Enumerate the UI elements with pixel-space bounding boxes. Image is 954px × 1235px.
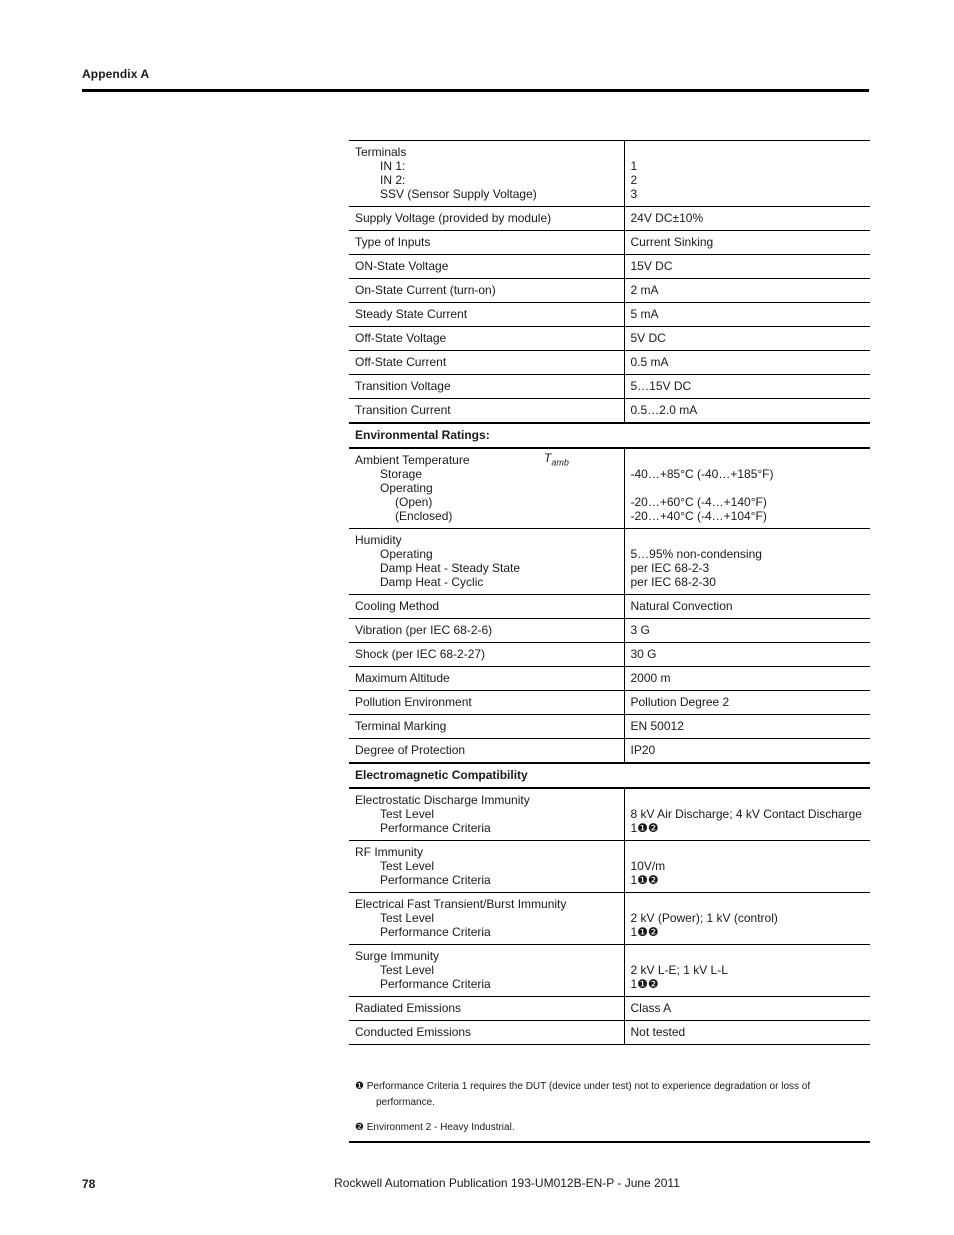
left-cell-line: Off-State Voltage — [355, 331, 447, 345]
right-cell-line: IP20 — [630, 743, 656, 757]
left-cell-line: Performance Criteria — [380, 873, 491, 887]
left-cell-line: Cooling Method — [355, 599, 440, 613]
spec-row — [349, 231, 870, 255]
left-cell-line: RF Immunity — [355, 845, 424, 859]
spec-row — [349, 841, 870, 893]
tamb-symbol-main: T — [544, 451, 552, 465]
section-title: Environmental Ratings: — [349, 423, 870, 448]
left-cell-line: Damp Heat - Cyclic — [380, 575, 484, 589]
left-cell-line: IN 2: — [380, 173, 406, 187]
right-cell-line: 1❶❷ — [630, 977, 659, 991]
spec-value-cell — [624, 303, 870, 327]
spec-value-cell — [624, 375, 870, 399]
spec-value-cell — [624, 448, 870, 529]
spec-value-cell — [624, 739, 870, 764]
spec-row — [349, 279, 870, 303]
spec-value-cell — [624, 255, 870, 279]
spec-parameter-cell — [349, 667, 624, 691]
right-cell-line: 0.5…2.0 mA — [630, 403, 698, 417]
right-cell-line: 5…15V DC — [630, 379, 692, 393]
spec-parameter-cell — [349, 351, 624, 375]
left-cell-line: (Enclosed) — [395, 509, 453, 523]
left-cell-line: Performance Criteria — [380, 925, 491, 939]
spec-parameter-cell — [349, 529, 624, 595]
spec-row — [349, 448, 870, 529]
right-cell-line — [631, 949, 865, 963]
right-cell-line: 5 mA — [630, 307, 659, 321]
spec-value-cell — [624, 841, 870, 893]
spec-row — [349, 945, 870, 997]
left-cell-line: Ambient Temperature — [355, 453, 470, 467]
footnote-marker-1: ❶ — [355, 1081, 364, 1092]
spec-row — [349, 667, 870, 691]
spec-value-cell — [624, 1021, 870, 1045]
left-cell-line: Pollution Environment — [355, 695, 472, 709]
spec-value-cell — [624, 279, 870, 303]
right-cell-line: 2 kV L-E; 1 kV L-L — [630, 963, 728, 977]
left-cell-line: Degree of Protection — [355, 743, 466, 757]
spec-parameter-cell — [349, 997, 624, 1021]
spec-value-cell — [624, 351, 870, 375]
section-header-row — [349, 763, 870, 788]
left-cell-line: Surge Immunity — [355, 949, 440, 963]
spec-parameter-cell — [349, 595, 624, 619]
appendix-label: Appendix A — [82, 67, 150, 81]
left-cell-line: Test Level — [380, 859, 435, 873]
spec-value-cell — [624, 327, 870, 351]
spec-row — [349, 375, 870, 399]
spec-row — [349, 619, 870, 643]
right-cell-line: EN 50012 — [630, 719, 684, 733]
left-cell-line: Terminal Marking — [355, 719, 447, 733]
right-cell-line: 2 kV (Power); 1 kV (control) — [630, 911, 778, 925]
right-cell-line — [631, 533, 865, 547]
spec-parameter-cell — [349, 715, 624, 739]
spec-value-cell — [624, 595, 870, 619]
right-cell-line: Current Sinking — [630, 235, 714, 249]
footnote-text-1: Performance Criteria 1 requires the DUT (device under test) not to experience degradation or loss of — [366, 1081, 811, 1092]
left-cell-line: Electrical Fast Transient/Burst Immunity — [355, 897, 567, 911]
right-cell-line: 2 — [630, 173, 638, 187]
tamb-symbol — [544, 451, 569, 469]
right-cell-line: per IEC 68-2-30 — [630, 575, 716, 589]
left-cell-line: Type of Inputs — [355, 235, 431, 249]
spec-parameter-cell — [349, 643, 624, 667]
right-cell-line — [631, 481, 865, 495]
left-cell-line: Steady State Current — [355, 307, 468, 321]
right-cell-line: 1❶❷ — [630, 873, 659, 887]
left-cell-line: Operating — [380, 547, 433, 561]
spec-value-cell — [624, 691, 870, 715]
specifications-table — [349, 140, 870, 1045]
spec-value-cell — [624, 207, 870, 231]
spec-row — [349, 893, 870, 945]
right-cell-line: -20…+60°C (-4…+140°F) — [630, 495, 767, 509]
section-header-row — [349, 423, 870, 448]
spec-row — [349, 595, 870, 619]
spec-row — [349, 788, 870, 841]
spec-row — [349, 303, 870, 327]
right-cell-line: -40…+85°C (-40…+185°F) — [630, 467, 774, 481]
left-cell-line: Shock (per IEC 68-2-27) — [355, 647, 486, 661]
left-cell-line: Radiated Emissions — [355, 1001, 462, 1015]
right-cell-line — [631, 145, 865, 159]
right-cell-line: 0.5 mA — [630, 355, 669, 369]
spec-parameter-cell — [349, 327, 624, 351]
footnote-text-2: Environment 2 - Heavy Industrial. — [366, 1122, 515, 1133]
spec-parameter-cell — [349, 893, 624, 945]
spec-row — [349, 691, 870, 715]
spec-row — [349, 739, 870, 764]
spec-row — [349, 643, 870, 667]
right-cell-line: 15V DC — [630, 259, 673, 273]
left-cell-line: SSV (Sensor Supply Voltage) — [380, 187, 537, 201]
spec-parameter-cell — [349, 255, 624, 279]
spec-parameter-cell — [349, 399, 624, 424]
spec-value-cell — [624, 997, 870, 1021]
right-cell-line: 30 G — [630, 647, 657, 661]
footnote-marker-2: ❷ — [355, 1122, 364, 1133]
left-cell-line: IN 1: — [380, 159, 406, 173]
spec-row — [349, 207, 870, 231]
spec-value-cell — [624, 643, 870, 667]
left-cell-line: Performance Criteria — [380, 821, 491, 835]
right-cell-line: 5…95% non-condensing — [630, 547, 762, 561]
spec-parameter-cell — [349, 303, 624, 327]
left-cell-line: Test Level — [380, 911, 435, 925]
spec-row — [349, 351, 870, 375]
right-cell-line: 1 — [630, 159, 638, 173]
right-cell-line: -20…+40°C (-4…+104°F) — [630, 509, 767, 523]
spec-row — [349, 1021, 870, 1045]
spec-row — [349, 715, 870, 739]
spec-parameter-cell — [349, 739, 624, 764]
left-cell-line: Test Level — [380, 807, 435, 821]
left-cell-line: Supply Voltage (provided by module) — [355, 211, 552, 225]
right-cell-line: per IEC 68-2-3 — [630, 561, 710, 575]
spec-parameter-cell — [349, 231, 624, 255]
spec-parameter-cell — [349, 619, 624, 643]
left-cell-line: Transition Current — [355, 403, 451, 417]
right-cell-line: 2 mA — [630, 283, 659, 297]
left-cell-line: Damp Heat - Steady State — [380, 561, 521, 575]
left-cell-line: Test Level — [380, 963, 435, 977]
right-cell-line: 24V DC±10% — [630, 211, 704, 225]
spec-parameter-cell — [349, 207, 624, 231]
right-cell-line: Not tested — [630, 1025, 686, 1039]
spec-parameter-cell — [349, 448, 624, 529]
spec-parameter-cell — [349, 141, 624, 207]
right-cell-line: Class A — [630, 1001, 672, 1015]
left-cell-line: On-State Current (turn-on) — [355, 283, 496, 297]
right-cell-line: 8 kV Air Discharge; 4 kV Contact Discharge — [630, 807, 862, 821]
spec-value-cell — [624, 945, 870, 997]
left-cell-line: Electrostatic Discharge Immunity — [355, 793, 530, 807]
spec-value-cell — [624, 788, 870, 841]
left-cell-line: Vibration (per IEC 68-2-6) — [355, 623, 493, 637]
spec-parameter-cell — [349, 788, 624, 841]
right-cell-line: 2000 m — [630, 671, 671, 685]
footnote-1 — [355, 1079, 825, 1111]
right-cell-line: 3 — [630, 187, 638, 201]
spec-value-cell — [624, 619, 870, 643]
right-cell-line — [631, 845, 865, 859]
footnote-continuation-1: performance. — [376, 1097, 435, 1108]
left-cell-line: Terminals — [355, 145, 407, 159]
page-number: 78 — [82, 1177, 96, 1191]
right-cell-line: 10V/m — [630, 859, 666, 873]
spec-parameter-cell — [349, 841, 624, 893]
right-cell-line: Pollution Degree 2 — [630, 695, 730, 709]
right-cell-line: Natural Convection — [630, 599, 733, 613]
bottom-rule — [349, 1141, 870, 1143]
left-cell-line: Transition Voltage — [355, 379, 451, 393]
spec-value-cell — [624, 529, 870, 595]
spec-value-cell — [624, 715, 870, 739]
spec-row — [349, 997, 870, 1021]
right-cell-line — [631, 453, 865, 467]
specifications-table-body — [349, 141, 870, 1045]
spec-row — [349, 327, 870, 351]
left-cell-line: (Open) — [395, 495, 433, 509]
left-cell-line: Performance Criteria — [380, 977, 491, 991]
left-cell-line: ON-State Voltage — [355, 259, 449, 273]
tamb-symbol-subscript: amb — [551, 457, 569, 468]
left-cell-line: Storage — [380, 467, 423, 481]
spec-parameter-cell — [349, 279, 624, 303]
right-cell-line: 5V DC — [630, 331, 666, 345]
spec-parameter-cell — [349, 375, 624, 399]
spec-row — [349, 255, 870, 279]
right-cell-line — [631, 897, 865, 911]
left-cell-line: Operating — [380, 481, 433, 495]
spec-value-cell — [624, 399, 870, 424]
footnotes — [355, 1079, 825, 1136]
publication-footer: Rockwell Automation Publication 193-UM012B-EN-P - June 2011 — [334, 1176, 680, 1190]
spec-value-cell — [624, 141, 870, 207]
right-cell-line — [631, 793, 865, 807]
spec-parameter-cell — [349, 691, 624, 715]
footnote-2 — [355, 1120, 825, 1136]
section-title: Electromagnetic Compatibility — [349, 763, 870, 788]
spec-value-cell — [624, 231, 870, 255]
spec-row — [349, 529, 870, 595]
left-cell-line: Conducted Emissions — [355, 1025, 472, 1039]
left-cell-line: Maximum Altitude — [355, 671, 450, 685]
spec-parameter-cell — [349, 945, 624, 997]
spec-value-cell — [624, 893, 870, 945]
right-cell-line: 3 G — [630, 623, 650, 637]
right-cell-line: 1❶❷ — [630, 925, 659, 939]
spec-value-cell — [624, 667, 870, 691]
spec-row — [349, 399, 870, 424]
left-cell-line: Off-State Current — [355, 355, 447, 369]
left-cell-line: Humidity — [355, 533, 402, 547]
spec-row — [349, 141, 870, 207]
header-rule — [82, 89, 869, 92]
spec-parameter-cell — [349, 1021, 624, 1045]
right-cell-line: 1❶❷ — [630, 821, 659, 835]
